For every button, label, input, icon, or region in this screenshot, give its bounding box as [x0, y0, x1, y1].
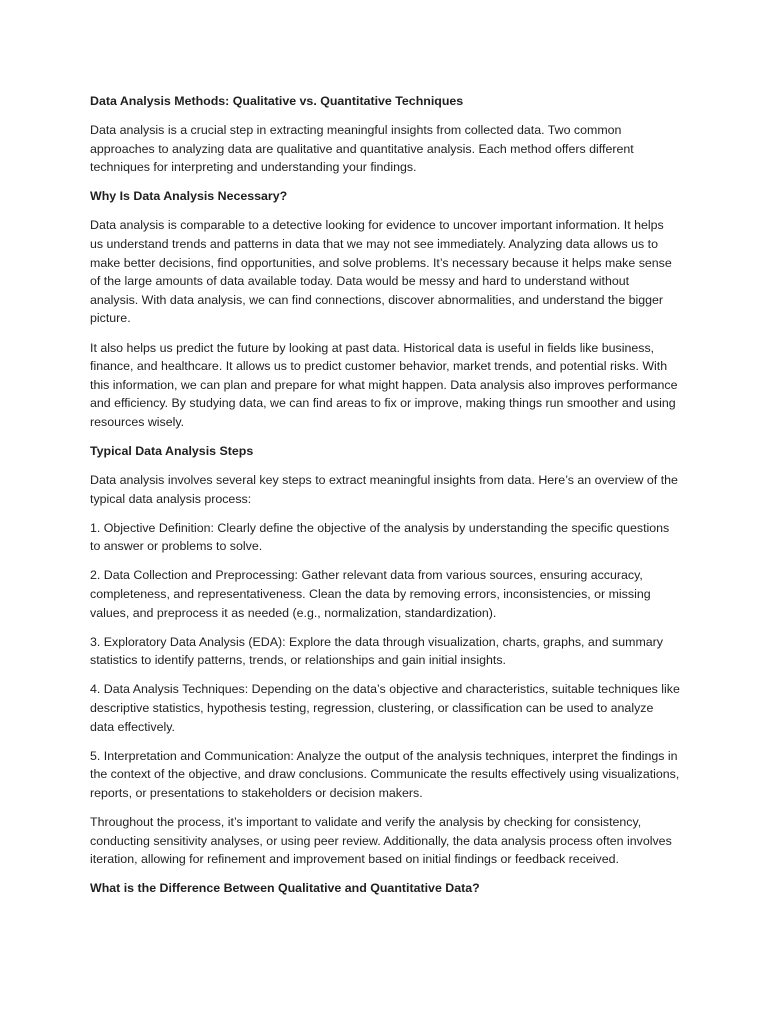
step-item: 5. Interpretation and Communication: Analyze the output of the analysis techniques, interpret the findings in the context of the objective, and draw conclusions. Communicate the results effectively using visualizations, reports, or presentations to stakeholders or decision makers. [90, 748, 680, 800]
section-heading-steps: Typical Data Analysis Steps [90, 444, 254, 458]
section-heading-why: Why Is Data Analysis Necessary? [90, 189, 288, 204]
section-heading-difference: What is the Difference Between Qualitative and Quantitative Data? [90, 881, 480, 896]
paragraph-steps-closing: Throughout the process, it’s important to validate and verify the analysis by checking for consistency, conducting sensitivity analyses, or using peer review. Additionally, the data analysis process often involves iteration, allowing for refinement and improvement based on initial findings or feedback received. [90, 815, 672, 867]
step-item: 2. Data Collection and Preprocessing: Gather relevant data from various sources, ensuring accuracy, completeness, and representativeness. Clean the data by removing errors, inconsistencies, or missing values, and preprocess it as needed (e.g., normalization, standardization). [90, 568, 651, 620]
intro-paragraph: Data analysis is a crucial step in extracting meaningful insights from collected data. Two common approaches to analyzing data are qualitative and quantitative analysis. Each method offers different techniques for interpreting and understanding your findings. [90, 123, 634, 175]
document-title: Data Analysis Methods: Qualitative vs. Quantitative Techniques [90, 94, 464, 108]
step-item: 3. Exploratory Data Analysis (EDA): Explore the data through visualization, charts, graphs, and summary statistics to identify patterns, trends, or relationships and gain initial insights. [90, 634, 663, 668]
paragraph-why-2: It also helps us predict the future by looking at past data. Historical data is useful in fields like business, finance, and healthcare. It allows us to predict customer behavior, market trends, and potential risks. With this information, we can plan and prepare for what might happen. Data analysis also improves performance and efficiency. By studying data, we can find areas to fix or improve, making things run smoother and using resources wisely. [90, 340, 678, 429]
step-item: 1. Objective Definition: Clearly define the objective of the analysis by understanding the specific questions to answer or problems to solve. [90, 520, 670, 554]
document-page [90, 92, 680, 908]
paragraph-why-1: Data analysis is comparable to a detective looking for evidence to uncover important information. It helps us understand trends and patterns in data that we may not see immediately. Analyzing data allows us to make better decisions, find opportunities, and solve problems. It’s necessary because it helps make sense of the large amounts of data available today. Data would be messy and hard to understand without analysis. With data analysis, we can find connections, discover abnormalities, and understand the bigger picture. [90, 218, 672, 326]
step-item: 4. Data Analysis Techniques: Depending on the data’s objective and characteristics, suitable techniques like descriptive statistics, hypothesis testing, regression, clustering, or classification can be used to analyze data effectively. [90, 682, 680, 734]
paragraph-steps-intro: Data analysis involves several key steps to extract meaningful insights from data. Here’s an overview of the typical data analysis process: [90, 473, 678, 506]
